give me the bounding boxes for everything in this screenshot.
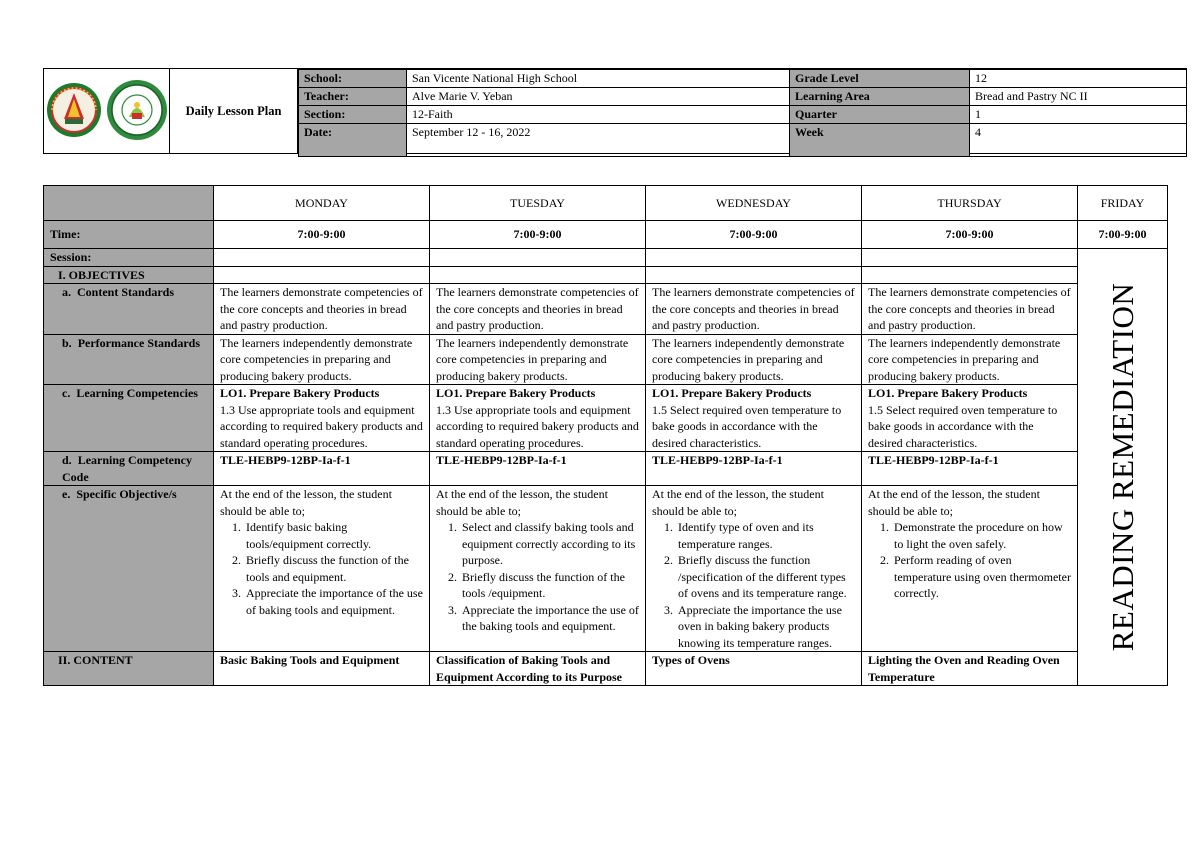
competency-code-monday: TLE-HEBP9-12BP-Ia-f-1 [214, 452, 430, 486]
day-monday: MONDAY [214, 186, 430, 221]
session-row [44, 249, 1168, 267]
competency-code-tuesday: TLE-HEBP9-12BP-Ia-f-1 [430, 452, 646, 486]
content-standard-tuesday: The learners demonstrate competencies of the core concepts and theories in bread and pastry production. [430, 284, 646, 335]
objectives-cell [862, 266, 1078, 284]
time-friday: 7:00-9:00 [1078, 221, 1168, 249]
row-prefix: a. [62, 285, 71, 299]
list-item: 1. Demonstrate the procedure on how to light the oven safely. [892, 519, 1071, 552]
grade-level-value: 12 [970, 70, 1187, 88]
competency-code-thursday: TLE-HEBP9-12BP-Ia-f-1 [862, 452, 1078, 486]
performance-standard-tuesday: The learners independently demonstrate core competencies in preparing and producing bakery products. [430, 334, 646, 385]
content-standards-label [44, 284, 214, 335]
session-cell [646, 249, 862, 267]
session-cell [430, 249, 646, 267]
competency-title: LO1. Prepare Bakery Products [220, 386, 380, 400]
performance-standards-label [44, 334, 214, 385]
lesson-plan-header [43, 68, 1187, 154]
content-standards-row [44, 284, 1168, 335]
school-label: School: [299, 70, 407, 88]
section-value: 12-Faith [407, 106, 790, 124]
list-item: 3. Appreciate the importance the use oven in baking bakery products knowing its temperature ranges. [676, 602, 855, 652]
objectives-list [220, 519, 423, 618]
row-label: Learning Competency Code [62, 453, 193, 484]
day-thursday: THURSDAY [862, 186, 1078, 221]
lesson-info-table [298, 69, 1187, 157]
objectives-row [44, 266, 1168, 284]
competency-text: 1.5 Select required oven temperature to bake goods in accordance with the desired characteristics. [652, 402, 842, 450]
quarter-label: Quarter [790, 106, 970, 124]
learning-competency-monday [214, 385, 430, 452]
list-item: 2. Briefly discuss the function of the tools and equipment. [244, 552, 423, 585]
section-label: Section: [299, 106, 407, 124]
school-value: San Vicente National High School [407, 70, 790, 88]
content-thursday: Lighting the Oven and Reading Oven Temperature [862, 652, 1078, 686]
performance-standard-monday: The learners independently demonstrate core competencies in preparing and producing bakery products. [214, 334, 430, 385]
competency-text: 1.3 Use appropriate tools and equipment according to required bakery products and standard operating procedures. [220, 402, 423, 450]
objectives-intro: At the end of the lesson, the student should be able to; [652, 487, 824, 518]
day-header-row [44, 186, 1168, 221]
list-item: 3. Appreciate the importance of the use of baking tools and equipment. [244, 585, 423, 618]
specific-objectives-label [44, 486, 214, 652]
objectives-label: I. OBJECTIVES [44, 266, 214, 284]
competency-title: LO1. Prepare Bakery Products [652, 386, 812, 400]
performance-standard-thursday: The learners independently demonstrate core competencies in preparing and producing bakery products. [862, 334, 1078, 385]
learning-area-label: Learning Area [790, 88, 970, 106]
reading-remediation-text: READING REMEDIATION [1104, 282, 1140, 652]
row-label: Specific Objective/s [76, 487, 177, 501]
competency-code-label [44, 452, 214, 486]
grade-level-label: Grade Level [790, 70, 970, 88]
lesson-plan-table [43, 185, 1168, 686]
list-item: 2. Briefly discuss the function /specification of the different types of ovens and its temperature range. [676, 552, 855, 602]
day-friday: FRIDAY [1078, 186, 1168, 221]
learning-competencies-row [44, 385, 1168, 452]
deped-seal-icon [47, 83, 101, 137]
time-tuesday: 7:00-9:00 [430, 221, 646, 249]
list-item: 1. Identify basic baking tools/equipment correctly. [244, 519, 423, 552]
teacher-label: Teacher: [299, 88, 407, 106]
objectives-intro: At the end of the lesson, the student should be able to; [220, 487, 392, 518]
row-prefix: d. [62, 453, 72, 467]
time-thursday: 7:00-9:00 [862, 221, 1078, 249]
list-item: 1. Select and classify baking tools and equipment correctly according to its purpose. [460, 519, 639, 569]
corner-cell [44, 186, 214, 221]
objectives-list [652, 519, 855, 651]
session-cell [862, 249, 1078, 267]
specific-objectives-monday [214, 486, 430, 652]
time-row [44, 221, 1168, 249]
learning-competency-thursday [862, 385, 1078, 452]
time-monday: 7:00-9:00 [214, 221, 430, 249]
week-value: 4 [970, 124, 1187, 157]
content-wednesday: Types of Ovens [646, 652, 862, 686]
row-prefix: b. [62, 335, 72, 350]
list-item: 3. Appreciate the importance the use of the baking tools and equipment. [460, 602, 639, 635]
learning-competencies-label [44, 385, 214, 452]
specific-objectives-thursday [862, 486, 1078, 652]
competency-text: 1.5 Select required oven temperature to bake goods in accordance with the desired characteristics. [868, 402, 1058, 450]
date-value: September 12 - 16, 2022 [407, 124, 790, 157]
list-item: 2. Briefly discuss the function of the tools /equipment. [460, 569, 639, 602]
specific-objectives-wednesday [646, 486, 862, 652]
competency-title: LO1. Prepare Bakery Products [436, 386, 596, 400]
list-item: 2. Perform reading of oven temperature using oven thermometer correctly. [892, 552, 1071, 602]
row-label: Learning Competencies [76, 386, 198, 400]
specific-objectives-tuesday [430, 486, 646, 652]
performance-standards-row [44, 334, 1168, 385]
content-row [44, 652, 1168, 686]
learning-area-value: Bread and Pastry NC II [970, 88, 1187, 106]
time-wednesday: 7:00-9:00 [646, 221, 862, 249]
session-cell [214, 249, 430, 267]
content-monday: Basic Baking Tools and Equipment [214, 652, 430, 686]
session-label: Session: [44, 249, 214, 267]
row-prefix: e. [62, 487, 71, 501]
learning-competency-tuesday [430, 385, 646, 452]
row-prefix: c. [62, 386, 71, 400]
content-tuesday: Classification of Baking Tools and Equipment According to its Purpose [430, 652, 646, 686]
competency-code-wednesday: TLE-HEBP9-12BP-Ia-f-1 [646, 452, 862, 486]
content-standard-wednesday: The learners demonstrate competencies of the core concepts and theories in bread and pastry production. [646, 284, 862, 335]
competency-code-row [44, 452, 1168, 486]
day-wednesday: WEDNESDAY [646, 186, 862, 221]
row-label: Content Standards [77, 285, 175, 299]
content-label: II. CONTENT [44, 652, 214, 686]
quarter-value: 1 [970, 106, 1187, 124]
competency-text: 1.3 Use appropriate tools and equipment according to required bakery products and standard operating procedures. [436, 402, 639, 450]
logos [44, 69, 170, 153]
content-standard-thursday: The learners demonstrate competencies of the core concepts and theories in bread and pastry production. [862, 284, 1078, 335]
content-standard-monday: The learners demonstrate competencies of the core concepts and theories in bread and pastry production. [214, 284, 430, 335]
week-label: Week [790, 124, 970, 157]
objectives-list [436, 519, 639, 635]
performance-standard-wednesday: The learners independently demonstrate core competencies in preparing and producing bakery products. [646, 334, 862, 385]
objectives-cell [430, 266, 646, 284]
objectives-cell [646, 266, 862, 284]
friday-remediation-cell [1078, 249, 1168, 686]
row-label: Performance Standards [77, 335, 201, 350]
time-label: Time: [44, 221, 214, 249]
list-item: 1. Identify type of oven and its temperature ranges. [676, 519, 855, 552]
objectives-intro: At the end of the lesson, the student should be able to; [868, 487, 1040, 518]
objectives-intro: At the end of the lesson, the student should be able to; [436, 487, 608, 518]
objectives-cell [214, 266, 430, 284]
document-title: Daily Lesson Plan [170, 69, 298, 153]
date-label: Date: [299, 124, 407, 157]
teacher-value: Alve Marie V. Yeban [407, 88, 790, 106]
learning-competency-wednesday [646, 385, 862, 452]
school-seal-icon [107, 80, 167, 140]
specific-objectives-row [44, 486, 1168, 652]
competency-title: LO1. Prepare Bakery Products [868, 386, 1028, 400]
objectives-list [868, 519, 1071, 602]
day-tuesday: TUESDAY [430, 186, 646, 221]
logos-cell [44, 69, 170, 153]
